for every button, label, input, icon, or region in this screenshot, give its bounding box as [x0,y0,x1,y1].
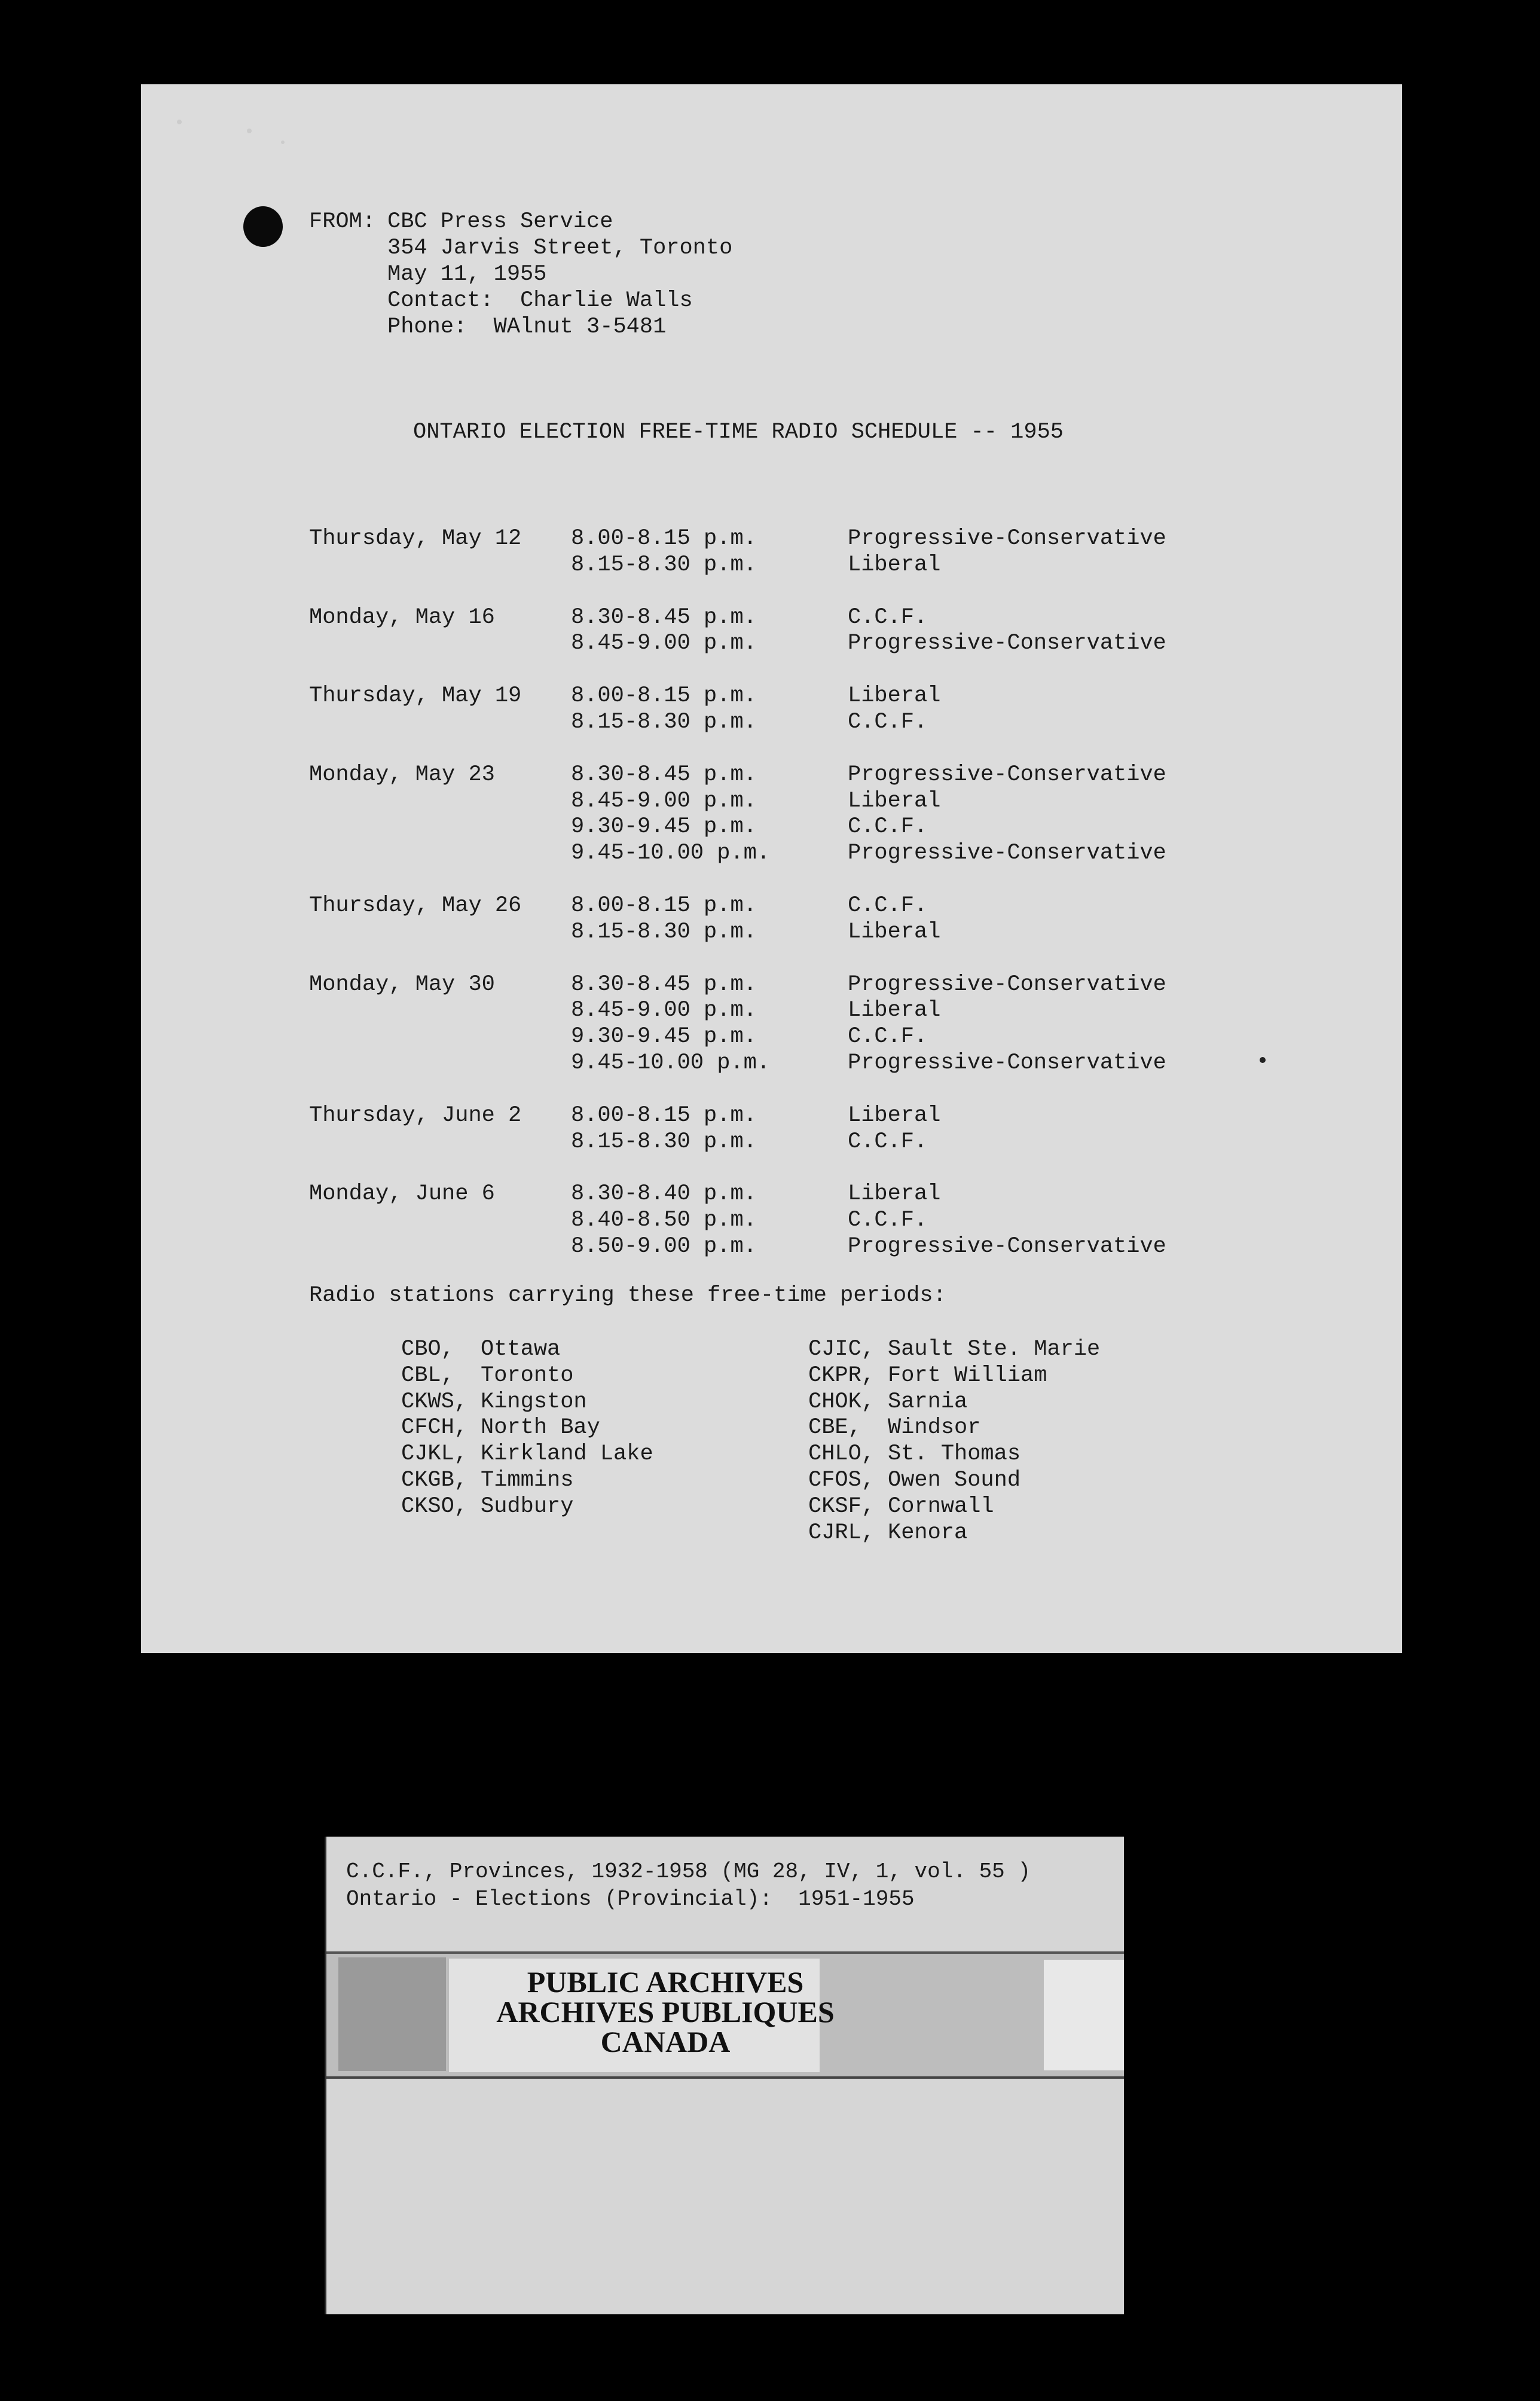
archive-reference [346,1858,1031,1913]
speck [1260,1057,1266,1063]
speck [281,140,285,144]
schedule-time: 9.30-9.45 p.m. [571,814,757,840]
station-city: Toronto [481,1363,574,1388]
schedule-party: Liberal [848,1102,941,1128]
archive-card [325,1837,1124,2314]
schedule-time: 8.45-9.00 p.m. [571,631,757,656]
station-city: Sudbury [481,1493,574,1519]
schedule-party: Progressive-Conservative [848,1050,1166,1076]
schedule-date: Monday, May 16 [309,604,495,630]
document-title: ONTARIO ELECTION FREE-TIME RADIO SCHEDULE -- 1955 [413,420,1064,445]
sender-address: 354 Jarvis Street, Toronto [387,236,733,261]
schedule-date: Monday, June 6 [309,1181,495,1207]
schedule-time: 9.30-9.45 p.m. [571,1024,757,1050]
station-city: Ottawa [481,1337,561,1362]
schedule-date: Thursday, May 12 [309,526,522,551]
schedule-party: Progressive-Conservative [848,762,1166,787]
station-city: Owen Sound [888,1467,1021,1493]
schedule-time: 8.00-8.15 p.m. [571,683,757,709]
schedule-time: 8.15-8.30 p.m. [571,919,757,945]
station-city: Timmins [481,1467,574,1493]
station-city: Kirkland Lake [481,1441,653,1467]
station-city: Fort William [888,1363,1047,1388]
station-call-sign: CHOK, [808,1389,875,1415]
schedule-time: 8.15-8.30 p.m. [571,1129,757,1154]
schedule-party: Progressive-Conservative [848,1233,1166,1259]
sender-name: CBC Press Service [387,209,613,234]
station-city: Kenora [888,1520,968,1545]
station-call-sign: CHLO, [808,1441,875,1467]
station-call-sign: CFCH, [401,1415,468,1441]
schedule-party: C.C.F. [848,709,928,735]
schedule-time: 8.50-9.00 p.m. [571,1233,757,1259]
station-city: Windsor [888,1415,981,1441]
schedule-party: Liberal [848,552,941,578]
schedule-party: Liberal [848,998,941,1024]
schedule-party: Progressive-Conservative [848,841,1166,866]
station-city: Sarnia [888,1389,968,1415]
stamp-line: PUBLIC ARCHIVES [527,1965,804,1999]
station-city: Sault Ste. Marie [888,1337,1101,1362]
archive-line-2: Ontario - Elections (Provincial): 1951-1955 [346,1887,915,1911]
punch-hole [243,206,283,247]
station-call-sign: CKWS, [401,1389,468,1415]
station-call-sign: CKPR, [808,1363,875,1388]
station-city: North Bay [481,1415,600,1441]
schedule-date: Monday, May 30 [309,972,495,997]
document-page [141,84,1402,1653]
schedule-party: C.C.F. [848,1024,928,1050]
station-call-sign: CKSF, [808,1493,875,1519]
schedule-date: Monday, May 23 [309,762,495,787]
schedule-time: 8.15-8.30 p.m. [571,709,757,735]
station-call-sign: CKGB, [401,1467,468,1493]
schedule-party: C.C.F. [848,1129,928,1154]
schedule-party: Liberal [848,1181,941,1207]
schedule-time: 8.30-8.45 p.m. [571,604,757,630]
schedule-party: Liberal [848,683,941,709]
schedule-party: Liberal [848,788,941,814]
schedule-time: 9.45-10.00 p.m. [571,841,771,866]
station-call-sign: CJKL, [401,1441,468,1467]
stations-heading: Radio stations carrying these free-time periods: [309,1283,946,1308]
from-label: FROM: [309,209,376,234]
phone: Phone: WAlnut 3-5481 [387,314,667,340]
station-city: Kingston [481,1389,587,1415]
stamp-line: ARCHIVES PUBLIQUES [496,1995,835,2029]
schedule-party: C.C.F. [848,893,928,918]
archive-stamp [326,1967,1124,2057]
letter-date: May 11, 1955 [387,262,547,287]
schedule-time: 8.30-8.45 p.m. [571,762,757,787]
schedule-party: C.C.F. [848,604,928,630]
schedule-time: 8.00-8.15 p.m. [571,1102,757,1128]
archive-line-1: C.C.F., Provinces, 1932-1958 (MG 28, IV, 1, vol. 55 ) [346,1859,1031,1884]
schedule-time: 8.45-9.00 p.m. [571,788,757,814]
schedule-time: 8.45-9.00 p.m. [571,998,757,1024]
schedule-party: C.C.F. [848,1208,928,1233]
station-call-sign: CJIC, [808,1337,875,1362]
schedule-party: Progressive-Conservative [848,972,1166,997]
speck [247,129,252,133]
schedule-party: Liberal [848,919,941,945]
station-call-sign: CBL, [401,1363,454,1388]
station-city: Cornwall [888,1493,994,1519]
schedule-date: Thursday, May 26 [309,893,522,918]
station-call-sign: CKSO, [401,1493,468,1519]
station-call-sign: CBE, [808,1415,861,1441]
schedule-time: 8.40-8.50 p.m. [571,1208,757,1233]
schedule-time: 8.00-8.15 p.m. [571,893,757,918]
stamp-line: CANADA [600,2025,731,2058]
speck [177,120,182,124]
schedule-date: Thursday, May 19 [309,683,522,709]
schedule-time: 8.30-8.40 p.m. [571,1181,757,1207]
schedule-time: 8.15-8.30 p.m. [571,552,757,578]
schedule-party: Progressive-Conservative [848,631,1166,656]
contact: Contact: Charlie Walls [387,288,693,313]
schedule-time: 8.30-8.45 p.m. [571,972,757,997]
station-city: St. Thomas [888,1441,1021,1467]
schedule-party: Progressive-Conservative [848,526,1166,551]
station-call-sign: CFOS, [808,1467,875,1493]
schedule-time: 9.45-10.00 p.m. [571,1050,771,1076]
station-call-sign: CBO, [401,1337,454,1362]
station-call-sign: CJRL, [808,1520,875,1545]
schedule-party: C.C.F. [848,814,928,840]
schedule-time: 8.00-8.15 p.m. [571,526,757,551]
schedule-date: Thursday, June 2 [309,1102,522,1128]
